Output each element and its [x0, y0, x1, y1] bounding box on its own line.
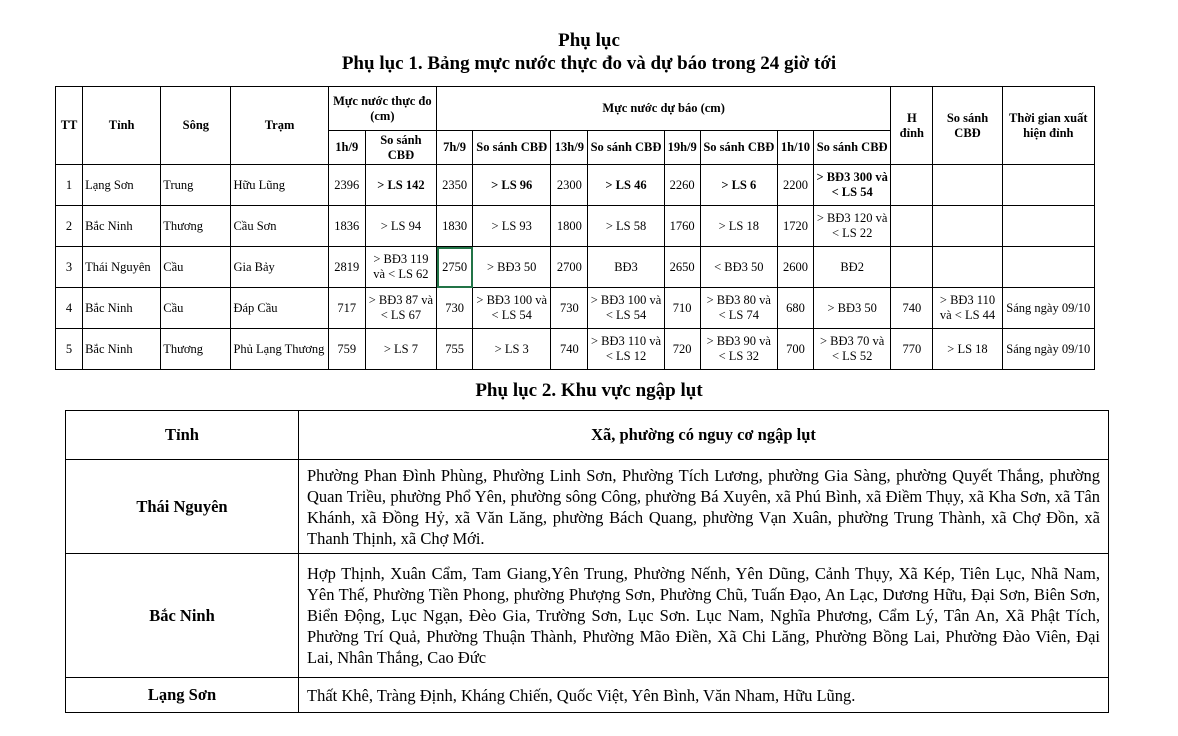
cell-peak-compare[interactable] — [933, 165, 1002, 206]
water-level-table — [55, 86, 1095, 370]
flood-area-table — [65, 410, 1109, 713]
cell-value[interactable]: 1836 — [328, 206, 365, 247]
cell-value[interactable]: 1720 — [777, 206, 813, 247]
cell-value[interactable]: 730 — [551, 288, 588, 329]
selected-cell[interactable]: 2750 — [437, 247, 473, 288]
cell-compare[interactable]: > BĐ3 87 và < LS 67 — [365, 288, 436, 329]
table-row — [66, 678, 1109, 713]
cell-compare[interactable]: > LS 94 — [365, 206, 436, 247]
cell-tt[interactable]: 3 — [56, 247, 83, 288]
cell-peak-time[interactable] — [1002, 247, 1094, 288]
header-areas: Xã, phường có nguy cơ ngập lụt — [299, 411, 1109, 460]
cell-value[interactable]: 730 — [437, 288, 473, 329]
cell-value[interactable]: 720 — [664, 329, 700, 370]
cell-value[interactable]: 759 — [328, 329, 365, 370]
cell-compare[interactable]: > BĐ3 50 — [814, 288, 891, 329]
cell-value[interactable]: 2650 — [664, 247, 700, 288]
cell-peak-compare[interactable] — [933, 247, 1002, 288]
cell-peak-compare[interactable]: > BĐ3 110 và < LS 44 — [933, 288, 1002, 329]
table-row — [66, 460, 1109, 554]
table-row — [56, 329, 1095, 370]
cell-peak-time[interactable] — [1002, 206, 1094, 247]
cell-value[interactable]: 1800 — [551, 206, 588, 247]
cell-province[interactable]: Bắc Ninh — [83, 288, 161, 329]
cell-peak[interactable] — [891, 206, 933, 247]
cell-compare[interactable]: > LS 142 — [365, 165, 436, 206]
cell-station[interactable]: Hữu Lũng — [231, 165, 328, 206]
header-compare: So sánh CBĐ — [588, 131, 664, 165]
cell-province: Lạng Sơn — [66, 678, 299, 713]
cell-tt[interactable]: 1 — [56, 165, 83, 206]
cell-value[interactable]: 680 — [777, 288, 813, 329]
cell-value[interactable]: 2819 — [328, 247, 365, 288]
header-province: Tỉnh — [83, 87, 161, 165]
header-time: 1h/9 — [328, 131, 365, 165]
cell-value[interactable]: 2600 — [777, 247, 813, 288]
cell-province: Thái Nguyên — [66, 460, 299, 554]
cell-value[interactable]: 1830 — [437, 206, 473, 247]
cell-areas: Hợp Thịnh, Xuân Cẩm, Tam Giang,Yên Trung, Phường Nếnh, Yên Dũng, Cảnh Thụy, Xã Kép, Tiên Lục, Nhã Nam, Yên Thế, Phường Tiền Phong, phường Phượng Sơn, Phường Chũ, Tuấn Đạo, An Lạc, Dương Hữu, Đại Sơn, Biên Sơn, Biển Động, Lục Ngạn, Đèo Gia, Trường Sơn, Lục Sơn. Lục Nam, Nghĩa Phương, Cẩm Lý, Tân An, Xã Phật Tích, Phường Trí Quả, Phường Thuận Thành, Phường Mão Điền, Xã Chi Lăng, Phường Bồng Lai, Phường Đào Viên, Đại Lai, Nhân Thắng, Cao Đức — [299, 554, 1109, 678]
cell-peak[interactable] — [891, 165, 933, 206]
header-peak-compare: So sánh CBĐ — [933, 87, 1002, 165]
cell-compare[interactable]: > BĐ3 80 và < LS 74 — [700, 288, 777, 329]
cell-compare[interactable]: > LS 96 — [473, 165, 551, 206]
header-forecast: Mực nước dự báo (cm) — [437, 87, 891, 131]
cell-compare[interactable]: > LS 6 — [700, 165, 777, 206]
table-row — [56, 165, 1095, 206]
cell-river[interactable]: Trung — [161, 165, 231, 206]
cell-peak-compare[interactable] — [933, 206, 1002, 247]
header-time: 13h/9 — [551, 131, 588, 165]
cell-compare[interactable]: BĐ3 — [588, 247, 664, 288]
cell-value[interactable]: 2396 — [328, 165, 365, 206]
cell-peak[interactable] — [891, 247, 933, 288]
cell-compare[interactable]: > BĐ3 90 và < LS 32 — [700, 329, 777, 370]
cell-compare[interactable]: > LS 93 — [473, 206, 551, 247]
cell-peak[interactable]: 770 — [891, 329, 933, 370]
cell-areas: Phường Phan Đình Phùng, Phường Linh Sơn, Phường Tích Lương, phường Gia Sàng, phường Quyết Thắng, phường Quan Triều, phường Phổ Yên, phường sông Công, phường Bá Xuyên, xã Phú Bình, xã Điềm Thụy, xã Kha Sơn, xã Tân Khánh, xã Đồng Hỷ, xã Văn Lăng, phường Bách Quang, phường Vạn Xuân, phường Trung Thành, xã Chợ Đồn, xã Thanh Thịnh, xã Chợ Mới. — [299, 460, 1109, 554]
cell-compare[interactable]: > LS 18 — [700, 206, 777, 247]
cell-value[interactable]: 2700 — [551, 247, 588, 288]
cell-station[interactable]: Cầu Sơn — [231, 206, 328, 247]
header-compare: So sánh CBĐ — [700, 131, 777, 165]
cell-river[interactable]: Thương — [161, 329, 231, 370]
header-time: 19h/9 — [664, 131, 700, 165]
cell-compare[interactable]: > BĐ3 119 và < LS 62 — [365, 247, 436, 288]
appendix1-title: Phụ lục 1. Bảng mực nước thực đo và dự báo trong 24 giờ tới — [341, 53, 837, 74]
cell-river[interactable]: Thương — [161, 206, 231, 247]
table-row — [56, 247, 1095, 288]
cell-compare[interactable]: > LS 46 — [588, 165, 664, 206]
cell-compare[interactable]: > BĐ3 50 — [473, 247, 551, 288]
appendix2-title: Phụ lục 2. Khu vực ngập lụt — [475, 380, 703, 401]
cell-province: Bắc Ninh — [66, 554, 299, 678]
cell-river[interactable]: Cầu — [161, 247, 231, 288]
table-row — [56, 206, 1095, 247]
cell-peak-time[interactable]: Sáng ngày 09/10 — [1002, 288, 1094, 329]
header-time: 7h/9 — [437, 131, 473, 165]
header-peak-time: Thời gian xuất hiện đỉnh — [1002, 87, 1094, 165]
cell-province[interactable]: Bắc Ninh — [83, 329, 161, 370]
header-station: Trạm — [231, 87, 328, 165]
cell-compare[interactable]: > BĐ3 120 và < LS 22 — [814, 206, 891, 247]
cell-value[interactable]: 2350 — [437, 165, 473, 206]
cell-station[interactable]: Phủ Lạng Thương — [231, 329, 328, 370]
cell-compare[interactable]: > BĐ3 110 và < LS 12 — [588, 329, 664, 370]
table-row — [56, 288, 1095, 329]
cell-peak-compare[interactable]: > LS 18 — [933, 329, 1002, 370]
cell-value[interactable]: 755 — [437, 329, 473, 370]
cell-tt[interactable]: 4 — [56, 288, 83, 329]
cell-areas: Thất Khê, Tràng Định, Kháng Chiến, Quốc Việt, Yên Bình, Văn Nham, Hữu Lũng. — [299, 678, 1109, 713]
header-compare: So sánh CBĐ — [814, 131, 891, 165]
cell-peak-time[interactable]: Sáng ngày 09/10 — [1002, 329, 1094, 370]
header-peak: H đỉnh — [891, 87, 933, 165]
cell-tt[interactable]: 5 — [56, 329, 83, 370]
header-province: Tỉnh — [66, 411, 299, 460]
cell-value[interactable]: 2200 — [777, 165, 813, 206]
cell-compare[interactable]: > BĐ3 70 và < LS 52 — [814, 329, 891, 370]
cell-tt[interactable]: 2 — [56, 206, 83, 247]
page-title: Phụ lục — [558, 30, 620, 51]
cell-compare[interactable]: BĐ2 — [814, 247, 891, 288]
cell-value[interactable]: 2260 — [664, 165, 700, 206]
cell-province[interactable]: Thái Nguyên — [83, 247, 161, 288]
cell-compare[interactable]: < BĐ3 50 — [700, 247, 777, 288]
header-compare: So sánh CBĐ — [473, 131, 551, 165]
header-measured: Mực nước thực đo (cm) — [328, 87, 436, 131]
cell-value[interactable]: 740 — [551, 329, 588, 370]
cell-compare[interactable]: > LS 7 — [365, 329, 436, 370]
cell-value[interactable]: 710 — [664, 288, 700, 329]
cell-compare[interactable]: > LS 3 — [473, 329, 551, 370]
cell-province[interactable]: Bắc Ninh — [83, 206, 161, 247]
cell-station[interactable]: Gia Bảy — [231, 247, 328, 288]
cell-compare[interactable]: > LS 58 — [588, 206, 664, 247]
table-row — [66, 554, 1109, 678]
cell-station[interactable]: Đáp Cầu — [231, 288, 328, 329]
cell-peak[interactable]: 740 — [891, 288, 933, 329]
cell-value[interactable]: 700 — [777, 329, 813, 370]
header-river: Sông — [161, 87, 231, 165]
header-tt: TT — [56, 87, 83, 165]
cell-value[interactable]: 1760 — [664, 206, 700, 247]
cell-compare[interactable]: > BĐ3 300 và < LS 54 — [814, 165, 891, 206]
cell-compare[interactable]: > BĐ3 100 và < LS 54 — [473, 288, 551, 329]
header-time: 1h/10 — [777, 131, 813, 165]
cell-river[interactable]: Cầu — [161, 288, 231, 329]
cell-compare[interactable]: > BĐ3 100 và < LS 54 — [588, 288, 664, 329]
cell-peak-time[interactable] — [1002, 165, 1094, 206]
cell-value[interactable]: 717 — [328, 288, 365, 329]
cell-value[interactable]: 2300 — [551, 165, 588, 206]
cell-province[interactable]: Lạng Sơn — [83, 165, 161, 206]
header-compare: So sánh CBĐ — [365, 131, 436, 165]
